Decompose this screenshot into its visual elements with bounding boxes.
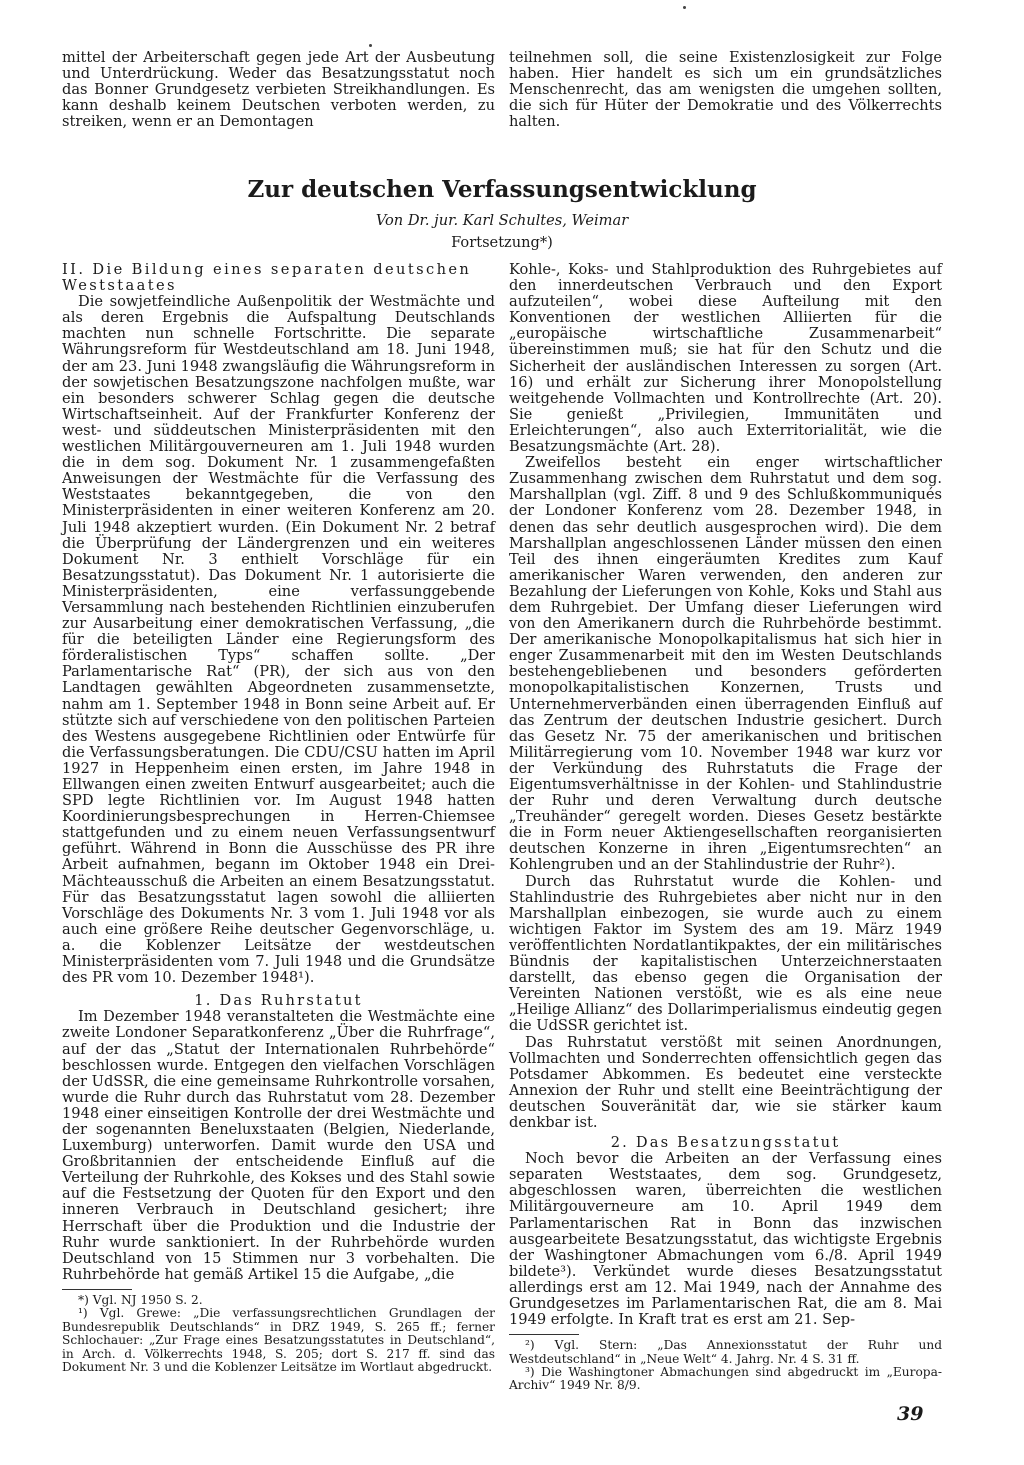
subsection-heading: 2. Das Besatzungsstatut	[610, 1134, 841, 1152]
paragraph: Die sowjetfeindliche Außenpolitik der Westmächte und als deren Ergebnis die Aufspaltung Deutschlands machten nun schnelle Fortschritte. Die separate Währungsreform für Westdeutschland am 18. Juni 1948, der am 23. Juni 1948 zwangsläufig die Währungsreform in der sowjetischen Besatzungszone nachfolgen mußte, war ein besonders schwerer Schlag gegen die deutsche Wirtschaftseinheit. Auf der Frankfurter Konferenz der west- und süddeutschen Ministerpräsidenten mit den westlichen Militärgouverneuren am 1. Juli 1948 wurden die in dem sog. Dokument Nr. 1 zusammengefaßten Anweisungen der Westmächte für die Verfassung des Weststaates bekanntgegeben, die von den Ministerpräsidenten in einer weiteren Konferenz am 20. Juli 1948 akzeptiert wurden. (Ein Dokument Nr. 2 betraf die Überprüfung der Ländergrenzen und ein weiteres Dokument Nr. 3 enthielt Vorschläge für ein Besatzungsstatut). Das Dokument Nr. 1 autorisierte die Ministerpräsidenten, eine verfassunggebende Versammlung nach bestehenden Richtlinien einzuberufen zur Ausarbeitung einer demokratischen Verfassung, „die für die beteiligten Länder eine Regierungsform des förderalistischen Typs“ schaffen sollte. „Der Parlamentarische Rat“ (PR), der sich aus von den Landtagen gewählten Abgeordneten zusammensetzte, nahm am 1. September 1948 in Bonn seine Arbeit auf. Er stützte sich auf verschiedene von den politischen Parteien des Westens ausgegebene Richtlinien oder Entwürfe für die Verfassungsberatungen. Die CDU/CSU hatten im April 1927 in Heppenheim einen ersten, im Jahre 1948 in Ellwangen einen zweiten Entwurf ausgearbeitet; auch die SPD legte Richtlinien vor. Im August 1948 hatten Koordinierungsbesprechungen in Herren-Chiemsee stattgefunden und zu einem neuen Verfassungsentwurf geführt. Während in Bonn die Ausschüsse des PR ihre Arbeit aufnahmen, begann im Oktober 1948 ein Drei-Mächteausschuß die Arbeiten an einem Besatzungsstatut. Für das Besatzungsstatut lagen sowohl die alliierten Vorschläge des Dokuments Nr. 3 vom 1. Juli 1948 vor als auch eine größere Reihe deutscher Gegenvorschläge, u. a. die Koblenzer Leitsätze der westdeutschen Ministerpräsidenten vom 7. Juli 1948 und die Grundsätze des PR vom 10. Dezember 1948¹).	[62, 293, 495, 987]
previous-article-end-left	[62, 50, 495, 130]
footnote: ²) Vgl. Stern: „Das Annexionsstatut der Ruhr und Westdeutschland“ in „Neue Welt“ 4. Jahrg. Nr. 4 S. 31 ff.	[509, 1338, 942, 1366]
paragraph: teilnehmen soll, die seine Existenzlosigkeit zur Folge haben. Hier handelt es sich um ein grundsätzliches Menschenrecht, das am wenigsten die umgehen sollten, die sich für Hüter der Demokratie und des Völkerrechts halten.	[509, 49, 942, 131]
left-column	[62, 262, 495, 1374]
paragraph: Das Ruhrstatut verstößt mit seinen Anordnungen, Vollmachten und Sonderrechten offensichtlich gegen das Potsdamer Abkommen. Es bedeutet eine versteckte Annexion der Ruhr und stellt eine Beeinträchtigung der deutschen Souveränität dar, wie sie stärker kaum denkbar ist.	[509, 1033, 942, 1131]
continuation-note: Fortsetzung*)	[451, 234, 553, 251]
page-number: 39	[897, 1403, 924, 1425]
paragraph: Durch das Ruhrstatut wurde die Kohlen- und Stahlindustrie des Ruhrgebietes aber nicht nur in den Marshallplan einbezogen, sie wurde auch zu einem wichtigen Faktor im System des am 19. März 1949 veröffentlichten Nordatlantikpaktes, der ein militärisches Bündnis der kapitalistischen Unterzeichnerstaaten darstellt, das ebenso gegen die Organisation der Vereinten Nationen verstößt, wie es als eine neue „Heilige Allianz“ des Dollarimperialismus eindeutig gegen die UdSSR gerichtet ist.	[509, 872, 942, 1035]
paragraph: Kohle-, Koks- und Stahlproduktion des Ruhrgebietes auf den innerdeutschen Verbrauch und den Export aufzuteilen“, wobei diese Aufteilung mit den Konventionen der westlichen Alliierten für die „europäische wirtschaftliche Zusammenarbeit“ übereinstimmen muß; sie hat für den Schutz und die Sicherheit der ausländischen Interessen zu sorgen (Art. 16) und erhält zur Sicherung ihrer Monopolstellung weitgehende Vollmachten und Kontrollrechte (Art. 20). Sie genießt „Privilegien, Immunitäten und Erleichterungen“, also auch Exterritorialität, wie die Besatzungsmächte (Art. 28).	[509, 261, 942, 456]
article-title: Zur deutschen Verfassungsentwicklung	[247, 176, 757, 203]
footnote: ³) Die Washingtoner Abmachungen sind abgedruckt im „Europa-Archiv“ 1949 Nr. 8/9.	[509, 1365, 942, 1393]
footnote: ¹) Vgl. Grewe: „Die verfassungsrechtlichen Grundlagen der Bundesrepublik Deutschlands“ in DRZ 1949, S. 265 ff.; ferner Schlochauer: „Zur Frage eines Besatzungsstatutes in Deutschland“, in Arch. d. Völkerrechts 1948, S. 205; dort S. 217 ff. sind das Dokument Nr. 3 und die Koblenzer Leitsätze im Wortlaut abgedruckt.	[62, 1306, 495, 1374]
footnote-rule	[62, 1289, 132, 1290]
footnotes	[62, 1294, 495, 1374]
paragraph: mittel der Arbeiterschaft gegen jede Art der Ausbeutung und Unterdrückung. Weder das Besatzungsstatut noch das Bonner Grundgesetz verbieten Streikhandlungen. Es kann deshalb keinem Deutschen verboten werden, zu streiken, wenn er an Demontagen	[62, 49, 495, 131]
footnote: *) Vgl. NJ 1950 S. 2.	[78, 1292, 203, 1307]
article-byline: Von Dr. jur. Karl Schultes, Weimar	[375, 212, 629, 229]
subsection-heading: 1. Das Ruhrstatut	[194, 992, 363, 1010]
right-column	[509, 262, 942, 1393]
previous-article-end-right	[509, 50, 942, 130]
print-speck	[683, 6, 686, 9]
print-speck	[369, 44, 372, 47]
paragraph: Im Dezember 1948 veranstalteten die Westmächte eine zweite Londoner Separatkonferenz „Über die Ruhrfrage“, auf der das „Statut der Internationalen Ruhrbehörde“ beschlossen wurde. Entgegen den vielfachen Vorschlägen der UdSSR, die eine gemeinsame Ruhrkontrolle vorsahen, wurde die Ruhr durch das Ruhrstatut vom 28. Dezember 1948 einer einseitigen Kontrolle der drei Westmächte und der sogenannten Beneluxstaaten (Belgien, Niederlande, Luxemburg) unterworfen. Damit wurde den USA und Großbritannien der entscheidende Einfluß auf die Verteilung der Ruhrkohle, des Kokses und des Stahl sowie auf die Festsetzung der Quoten für den Export und den inneren Verbrauch in Deutschland gesichert; ihre Herrschaft über die Produktion und die Industrie der Ruhr wurde sanktioniert. In der Ruhrbehörde wurden Deutschland von 15 Stimmen nur 3 vorbehalten. Die Ruhrbehörde hat gemäß Artikel 15 die Aufgabe, „die	[62, 1008, 495, 1283]
paragraph: Noch bevor die Arbeiten an der Verfassung eines separaten Weststaates, dem sog. Grundgesetz, abgeschlossen waren, überreichten die westlichen Militärgouverneure am 10. April 1949 dem Parlamentarischen Rat in Bonn das inzwischen ausgearbeitete Besatzungsstatut, das wichtigste Ergebnis der Washingtoner Abmachungen vom 6./8. April 1949 bildete³). Verkündet wurde dieses Besatzungsstatut allerdings erst am 12. Mai 1949, nach der Annahme des Grundgesetzes im Parlamentarischen Rat, die am 8. Mai 1949 erfolgte. In Kraft trat es erst am 21. Sep-	[509, 1150, 942, 1329]
section-heading: II. Die Bildung eines separaten deutschen Weststaates	[62, 261, 472, 295]
paragraph: Zweifellos besteht ein enger wirtschaftlicher Zusammenhang zwischen dem Ruhrstatut und dem sog. Marshallplan (vgl. Ziff. 8 und 9 des Schlußkommuniqués der Londoner Konferenz vom 28. Dezember 1948, in denen das sehr deutlich ausgesprochen wird). Die dem Marshallplan angeschlossenen Länder müssen den einen Teil des ihnen eingeräumten Kredites zum Kauf amerikanischer Waren verwenden, den anderen zur Bezahlung der Lieferungen von Kohle, Koks und Stahl aus dem Ruhrgebiet. Der Umfang dieser Lieferungen wird von den Amerikanern durch die Ruhrbehörde bestimmt. Der amerikanische Monopolkapitalismus hat sich hier in enger Zusammenarbeit mit den im Westen Deutschlands bestehengebliebenen und besonders geförderten monopolkapitalistischen Konzernen, Trusts und Unternehmerverbänden einen überragenden Einfluß auf das Zentrum der deutschen Industrie gesichert. Durch das Gesetz Nr. 75 der amerikanischen und britischen Militärregierung vom 10. November 1948 war kurz vor der Verkündung des Ruhrstatuts die Frage der Eigentumsverhältnisse in der Kohlen- und Stahlindustrie der Ruhr und deren Verwaltung durch deutsche „Treuhänder“ geregelt worden. Dieses Gesetz bestärkte die in Form neuer Aktiengesellschaften reorganisierten deutschen Konzerne in ihren „Eigentumsrechten“ an Kohlengruben und an der Stahlindustrie der Ruhr²).	[509, 454, 942, 874]
footnotes	[509, 1339, 942, 1393]
footnote-rule	[509, 1334, 579, 1335]
